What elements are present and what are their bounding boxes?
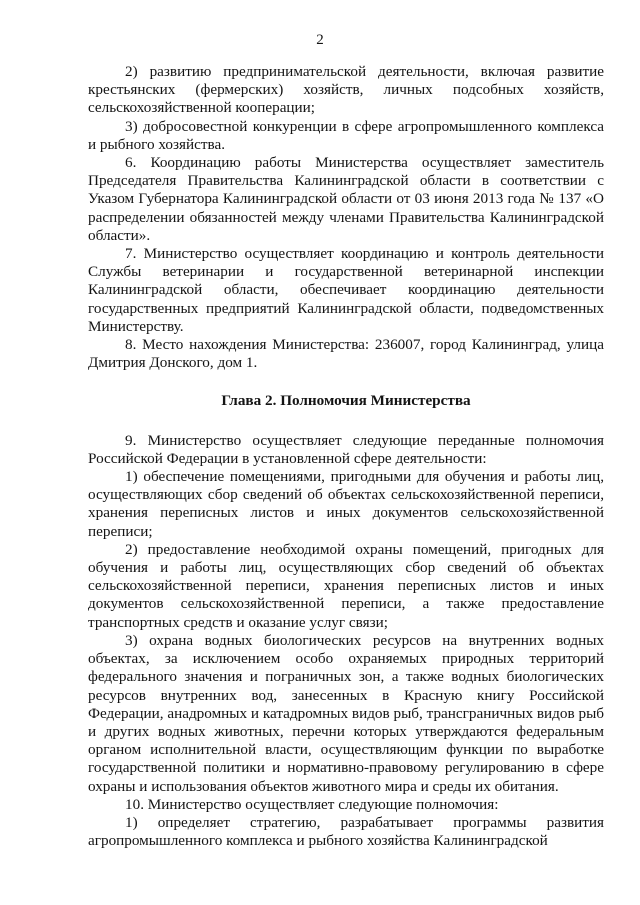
page-number: 2 — [316, 32, 324, 48]
paragraph-10-item-1-strategy: 1) определяет стратегию, разрабатывает программы развития агропромышленного комплекса и рыбного хозяйства Калининградской — [88, 813, 604, 850]
paragraph-7-veterinary: 7. Министерство осуществляет координацию и контроль деятельности Службы ветеринарии и государственной ветеринарной инспекции Калининградской области, обеспечивает координацию деятельности государственных предприятий Калининградской области, подведомственных Министерству. — [88, 245, 604, 335]
paragraph-10-powers: 10. Министерство осуществляет следующие полномочия: — [125, 795, 499, 813]
paragraph-9-item-3-water-resources: 3) охрана водных биологических ресурсов на внутренних водных объектах, за исключением особо охраняемых природных территорий федерального значения и пограничных зон, а также водных биологических ресурсов внутренних вод, занесенных в Красную книгу Российской Федерации, анадромных и катадромных видов рыб, трансграничных видов рыб и других водных животных, перечни которых утверждаются федеральным органом исполнительной власти, осуществляющим функции по выработке государственной политики и нормативно-правовому регулированию в сфере охраны и использования объектов животного мира и среды их обитания. — [88, 631, 604, 795]
paragraph-item-3-competition: 3) добросовестной конкуренции в сфере агропромышленного комплекса и рыбного хозяйства. — [88, 117, 604, 153]
paragraph-9-powers: 9. Министерство осуществляет следующие переданные полномочия Российской Федерации в установленной сфере деятельности: — [88, 431, 604, 467]
paragraph-8-location: 8. Место нахождения Министерства: 236007, город Калининград, улица Дмитрия Донского, дом 1. — [88, 336, 604, 372]
chapter-heading: Глава 2. Полномочия Министерства — [221, 392, 471, 410]
paragraph-item-2-entrepreneurship: 2) развитию предпринимательской деятельности, включая развитие крестьянских (фермерских) хозяйств, личных подсобных хозяйств, сельскохозяйственной кооперации; — [88, 63, 604, 117]
paragraph-9-item-2-protection: 2) предоставление необходимой охраны помещений, пригодных для обучения и работы лиц, осуществляющих сбор сведений об объектах сельскохозяйственной переписи, хранения переписных листов и иных документов сельскохозяйственной переписи, а также предоставление транспортных средств и оказание услуг связи; — [88, 540, 604, 631]
document-body — [88, 63, 604, 850]
paragraph-6-coordination: 6. Координацию работы Министерства осуществляет заместитель Председателя Правительства Калининградской области в соответствии с Указом Губернатора Калининградской области от 03 июня 2013 года № 137 «О распределении обязанностей между членами Правительства Калининградской области». — [88, 154, 604, 244]
paragraph-9-item-1-premises: 1) обеспечение помещениями, пригодными для обучения и работы лиц, осуществляющих сбор сведений об объектах сельскохозяйственной переписи, хранения переписных листов и иных документов сельскохозяйственной переписи; — [88, 468, 604, 540]
